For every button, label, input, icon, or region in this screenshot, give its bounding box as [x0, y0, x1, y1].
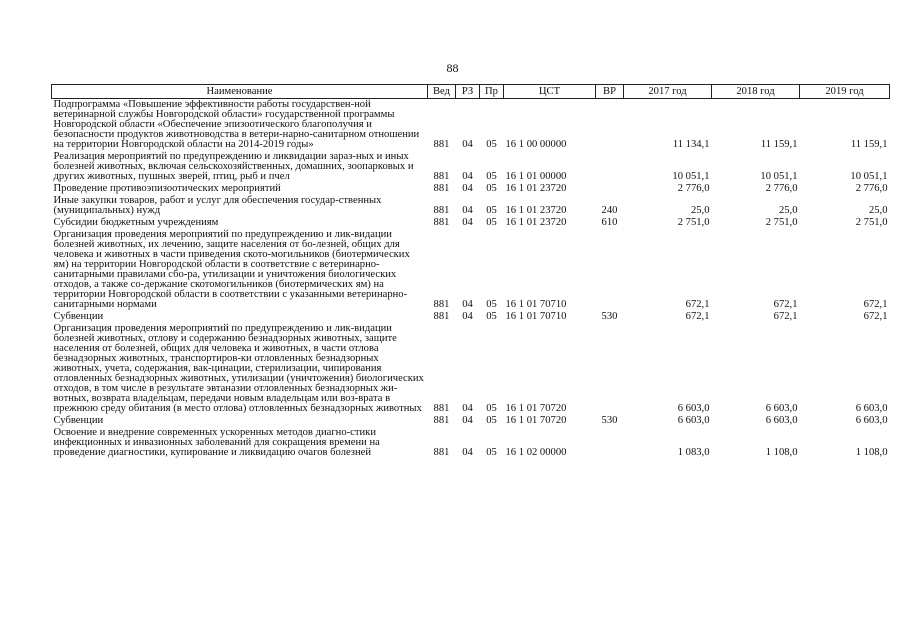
row-vr	[596, 151, 624, 183]
row-ved: 881	[433, 447, 450, 458]
row-2018: 2 776,0	[765, 183, 798, 194]
row-vr	[596, 229, 624, 311]
row-cst: 16 1 00 00000	[505, 139, 567, 150]
row-name: Субсидии бюджетным учреждениям	[53, 217, 219, 228]
row-vr: 610	[601, 217, 618, 228]
table-row	[52, 415, 890, 427]
row-ved: 881	[433, 311, 450, 322]
row-cst: 16 1 01 70720	[505, 403, 567, 414]
row-2019: 10 051,1	[850, 171, 888, 182]
header-name: Наименование	[52, 85, 428, 99]
row-cst: 16 1 01 23720	[505, 205, 567, 216]
row-vr	[596, 427, 624, 459]
row-rz: 04	[462, 447, 473, 458]
row-rz: 04	[462, 217, 473, 228]
row-2019: 11 159,1	[850, 139, 888, 150]
table-row	[52, 229, 890, 311]
row-2017: 25,0	[690, 205, 710, 216]
row-cst: 16 1 01 70720	[505, 415, 567, 426]
row-ved: 881	[433, 403, 450, 414]
row-vr	[596, 183, 624, 195]
header-2017: 2017 год	[624, 85, 712, 99]
row-2018: 6 603,0	[765, 415, 798, 426]
table-row	[52, 99, 890, 152]
row-cst: 16 1 01 00000	[505, 171, 567, 182]
row-2017: 6 603,0	[677, 403, 710, 414]
row-rz: 04	[462, 205, 473, 216]
row-ved: 881	[433, 205, 450, 216]
row-2018: 2 751,0	[765, 217, 798, 228]
row-name: Иные закупки товаров, работ и услуг для обеспечения государ-ственных (муниципальных) нужд	[53, 195, 382, 216]
row-name: Проведение противоэпизоотических мероприятий	[53, 183, 281, 194]
row-2019: 2 751,0	[855, 217, 888, 228]
row-2017: 11 134,1	[672, 139, 710, 150]
table-header-row	[52, 85, 890, 99]
row-vr: 530	[601, 311, 618, 322]
row-2019: 672,1	[863, 299, 888, 310]
row-ved: 881	[433, 171, 450, 182]
row-vr	[596, 323, 624, 415]
row-2017: 10 051,1	[672, 171, 710, 182]
row-2019: 25,0	[868, 205, 888, 216]
table-body	[52, 99, 890, 460]
row-2017: 672,1	[685, 299, 710, 310]
row-2018: 10 051,1	[760, 171, 798, 182]
row-2018: 672,1	[773, 311, 798, 322]
row-2018: 11 159,1	[760, 139, 798, 150]
row-2018: 1 108,0	[765, 447, 798, 458]
row-2018: 6 603,0	[765, 403, 798, 414]
row-name: Подпрограмма «Повышение эффективности работы государствен-ной ветеринарной службы Новгородской области» государственной программы Новгородской области «Обеспечение эпизоотического благополучия и безопасности продуктов животноводства в ветери-нарно-санитарном отношении на территории Новгородской области на 2014-2019 годы»	[53, 99, 420, 150]
row-ved: 881	[433, 415, 450, 426]
row-name: Реализация мероприятий по предупреждению и ликвидации зараз-ных и иных болезней животных, включая сельскохозяйственных, домашних, зоопарковых и других животных, пушных зверей, птиц, рыб и пчел	[53, 151, 414, 182]
row-pr: 05	[486, 447, 497, 458]
row-cst: 16 1 01 23720	[505, 183, 567, 194]
row-name: Субвенции	[53, 415, 104, 426]
table-row	[52, 427, 890, 459]
row-pr: 05	[486, 299, 497, 310]
row-rz: 04	[462, 171, 473, 182]
table-row	[52, 183, 890, 195]
row-vr: 240	[601, 205, 618, 216]
row-cst: 16 1 01 70710	[505, 311, 567, 322]
row-rz: 04	[462, 139, 473, 150]
budget-table	[51, 84, 890, 459]
header-rz: РЗ	[456, 85, 480, 99]
row-pr: 05	[486, 415, 497, 426]
header-vr: ВР	[596, 85, 624, 99]
header-2018: 2018 год	[712, 85, 800, 99]
header-cst: ЦСТ	[504, 85, 596, 99]
header-2019: 2019 год	[800, 85, 890, 99]
row-2017: 1 083,0	[677, 447, 710, 458]
row-vr: 530	[601, 415, 618, 426]
row-2017: 6 603,0	[677, 415, 710, 426]
row-2019: 6 603,0	[855, 403, 888, 414]
row-rz: 04	[462, 183, 473, 194]
row-pr: 05	[486, 205, 497, 216]
row-2018: 672,1	[773, 299, 798, 310]
row-cst: 16 1 01 70710	[505, 299, 567, 310]
table-row	[52, 217, 890, 229]
row-name: Освоение и внедрение современных ускоренных методов диагно-стики инфекционных и инвазионных заболеваний для сокращения времени на проведение диагностики, купирование и ликвидацию очагов болезней	[53, 427, 380, 458]
row-rz: 04	[462, 311, 473, 322]
table-row	[52, 323, 890, 415]
row-rz: 04	[462, 403, 473, 414]
row-2017: 2 751,0	[677, 217, 710, 228]
page-number: 88	[446, 61, 459, 75]
row-pr: 05	[486, 403, 497, 414]
row-2019: 1 108,0	[855, 447, 888, 458]
row-pr: 05	[486, 217, 497, 228]
table-row	[52, 311, 890, 323]
row-2017: 672,1	[685, 311, 710, 322]
row-vr	[596, 99, 624, 152]
row-name: Организация проведения мероприятий по предупреждению и лик-видации болезней животных, их лечению, защите населения от бо-лезней, общих для человека и животных в части приведения ското-могильников (биотермических ям) на территории Новгородской области в соответствие с ветеринарно-санитарными правилами сбо-ра, утилизации и уничтожения биологических отходов, а также со-держание скотомогильников (биотермических ям) на территории Новгородской области в соответствии с указанными ветеринарно-санитарными нормами	[53, 229, 410, 310]
row-pr: 05	[486, 311, 497, 322]
row-cst: 16 1 02 00000	[505, 447, 567, 458]
row-rz: 04	[462, 299, 473, 310]
row-2019: 672,1	[863, 311, 888, 322]
table-row	[52, 151, 890, 183]
row-pr: 05	[486, 139, 497, 150]
table-row	[52, 195, 890, 217]
row-2019: 6 603,0	[855, 415, 888, 426]
row-name: Организация проведения мероприятий по предупреждению и лик-видации болезней животных, отлову и содержанию безнадзорных животных, защите населения от болезней, общих для человека и животных, в части отлова безнадзорных животных, транспортиров-ки отловленных безнадзорных животных, учета, содержания, вак-цинации, стерилизации, чипирования отловленных безнадзорных животных, утилизации (уничтожения) биологических отходов, в том числе в результате эвтаназии отловленных безнадзорных жи-вотных, возврата владельцам, передачи новым владельцам или воз-врата в прежнюю среду обитания (в место отлова) отловленных безнадзорных животных	[53, 323, 424, 414]
row-pr: 05	[486, 183, 497, 194]
row-rz: 04	[462, 415, 473, 426]
row-name: Субвенции	[53, 311, 104, 322]
row-ved: 881	[433, 139, 450, 150]
row-2018: 25,0	[778, 205, 798, 216]
row-cst: 16 1 01 23720	[505, 217, 567, 228]
row-pr: 05	[486, 171, 497, 182]
row-ved: 881	[433, 183, 450, 194]
header-ved: Вед	[428, 85, 456, 99]
row-2019: 2 776,0	[855, 183, 888, 194]
row-2017: 2 776,0	[677, 183, 710, 194]
header-pr: Пр	[480, 85, 504, 99]
row-ved: 881	[433, 217, 450, 228]
row-ved: 881	[433, 299, 450, 310]
